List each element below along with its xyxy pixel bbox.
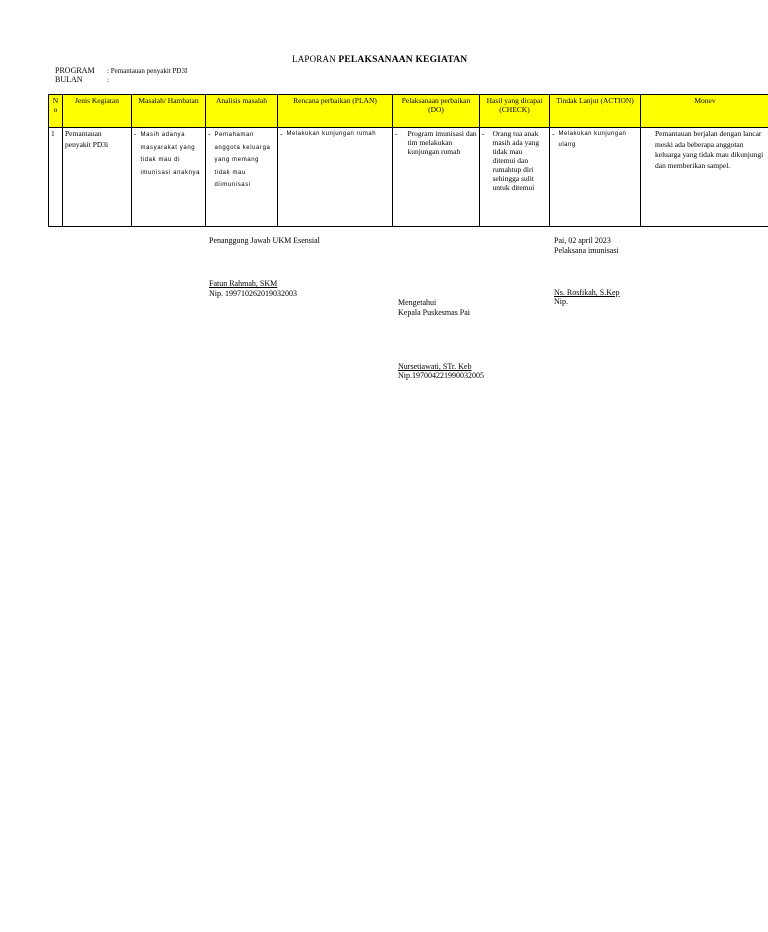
kepala-title: Kepala Puskesmas Pai [398,308,470,317]
pelaksana-nip: Nip. [554,297,568,306]
do-text: Program imunisasi dan tim melakukan kunjungan rumah [407,129,477,156]
pelaksana-name: Ns. Rosfikah, S.Kep [554,288,620,297]
plan-text: Melakukan kunjungan rumah [286,131,377,137]
bullet-dash: - [134,129,137,138]
header-no: N o [49,95,63,128]
report-title [292,54,467,65]
bullet-dash: - [552,129,555,138]
bullet-dash: - [482,129,485,138]
cell-analisis [206,128,278,227]
cell-plan [278,128,393,227]
pj-nip: Nip. 199710262019032003 [209,289,297,298]
program-value: : Pemantauan penyakit PD3I [107,67,188,75]
pj-title: Penanggung Jawab UKM Esensial [209,236,320,245]
pelaksana-title: Pelaksana imunisasi [554,246,619,255]
cell-masalah [132,128,206,227]
header-jenis-kegiatan: Jenis Kegiatan [63,95,132,128]
check-text: Orang tua anak masih ada yang tidak mau ditemui dan rumahtup diri sehingga sulit untuk ditemui [492,129,540,192]
mengetahui-label: Mengetahui [398,298,437,307]
activity-table [48,94,768,227]
header-analisis: Analisis masalah [206,95,278,128]
action-text: Melakukan kunjungan ulang [558,131,627,148]
kepala-nip: Nip.197004221990032005 [398,371,484,380]
header-monev: Monev [641,95,768,128]
program-label: PROGRAM [55,66,95,75]
header-plan: Rencana perbaikan (PLAN) [278,95,393,128]
bullet-dash: - [208,129,211,138]
pj-name: Fatun Rahmah, SKM [209,279,278,288]
cell-jenis: Pemantauan penyakit PD3i [63,128,132,227]
analisis-text: Pemahaman anggota keluarga yang memang tidak mau diimunisasi [214,132,271,188]
bulan-label: BULAN [55,75,83,84]
cell-do [393,128,480,227]
cell-monev: Pemantauan berjalan dengan lancar meski ada beberapa anggotan keluarga yang tidak mau dikunjungi dan memberikan sampel. [641,128,768,227]
kepala-name: Nursetiawati, STr. Keb [398,362,472,371]
header-check: Hasil yang dicapai (CHECK) [480,95,550,128]
report-title-bold: PELAKSANAAN KEGIATAN [338,55,468,65]
cell-no: 1 [49,128,63,227]
program-line [55,66,187,75]
bulan-value: : [107,76,109,84]
bullet-dash: - [395,129,398,138]
cell-check [480,128,550,227]
sign-date: Pai, 02 april 2023 [554,236,611,245]
cell-action [550,128,641,227]
bullet-dash: - [280,129,283,138]
header-masalah: Masalah/ Hambatan [132,95,206,128]
header-action: Tindak Lanjut (ACTION) [550,95,641,128]
report-title-prefix: LAPORAN [292,54,339,64]
bulan-line [55,75,109,84]
table-row [49,128,768,227]
table-header-row [49,95,768,128]
masalah-text: Masih adanya masyarakat yang tidak mau di imunisasi anaknya [140,132,201,176]
header-do: Pelaksanaan perbaikan (DO) [393,95,480,128]
